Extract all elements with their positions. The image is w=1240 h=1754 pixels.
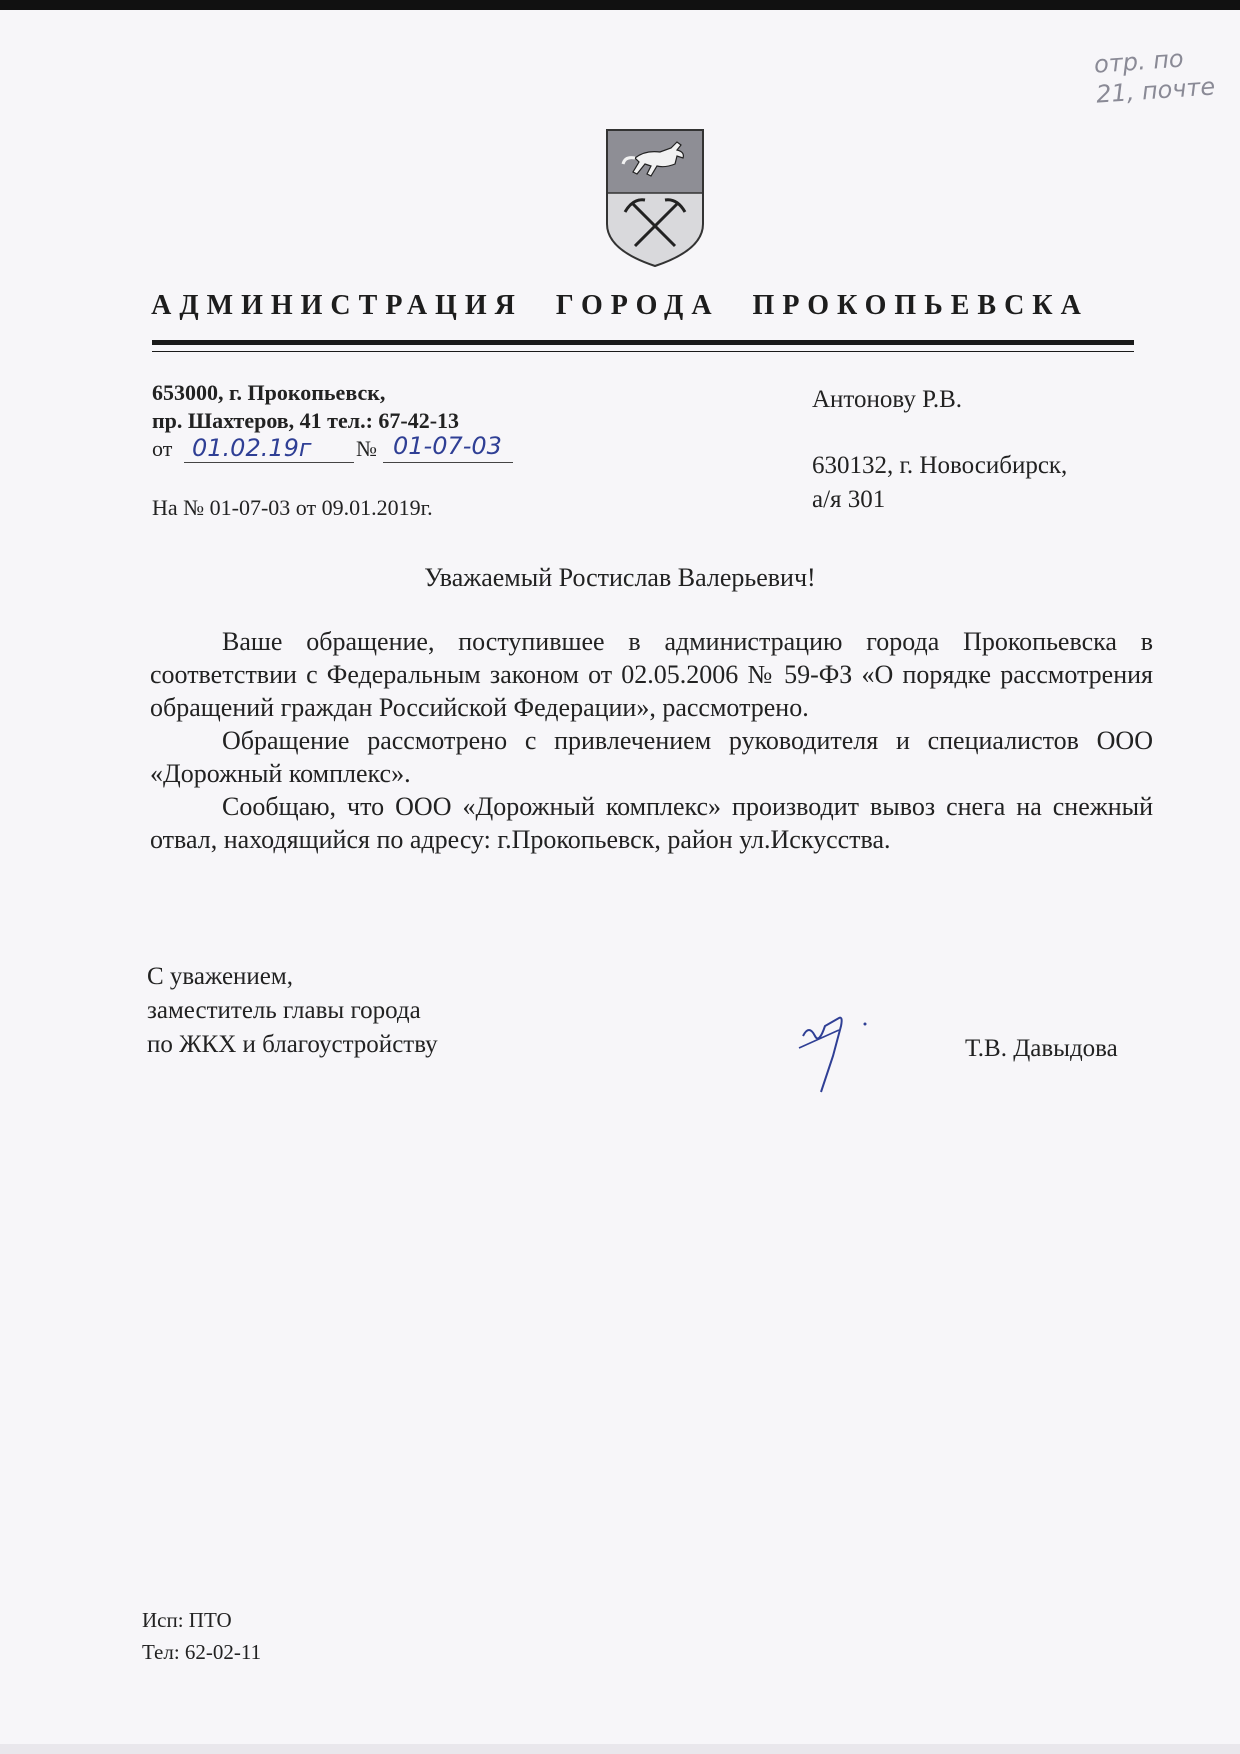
reference-line: На № 01-07-03 от 09.01.2019г. bbox=[152, 495, 433, 520]
body-paragraph: Обращение рассмотрено с привлечением руководителя и специалистов ООО «Дорожный комплекс». bbox=[150, 726, 1153, 788]
header-divider-thin bbox=[152, 351, 1134, 352]
recipient-address-line1: 630132, г. Новосибирск, bbox=[812, 452, 1068, 479]
closing-line1: С уважением, bbox=[147, 963, 293, 990]
closing-block bbox=[147, 960, 438, 1062]
handwritten-note-line1: отр. по bbox=[1093, 44, 1185, 79]
body-paragraph: Ваше обращение, поступившее в администрацию города Прокопьевска в соответствии с Федеральным законом от 02.05.2006 № 59-ФЗ «О порядке рассмотрения обращений граждан Российской Федерации», рассмотрено. bbox=[150, 627, 1153, 722]
letter-body bbox=[150, 625, 1153, 856]
greeting: Уважаемый Ростислав Валерьевич! bbox=[424, 563, 816, 592]
body-paragraph: Сообщаю, что ООО «Дорожный комплекс» производит вывоз снега на снежный отвал, находящийся по адресу: г.Прокопьевск, район ул.Искусства. bbox=[150, 792, 1153, 854]
number-handwritten: 01-07-03 bbox=[393, 432, 502, 460]
signer-name: Т.В. Давыдова bbox=[965, 1035, 1118, 1062]
city-coat-of-arms-icon bbox=[605, 128, 705, 268]
date-handwritten: 01.02.19г bbox=[192, 434, 312, 462]
date-field bbox=[184, 434, 354, 463]
recipient-address-line2: а/я 301 bbox=[812, 486, 886, 513]
organization-title: АДМИНИСТРАЦИЯ ГОРОДА ПРОКОПЬЕВСКА bbox=[151, 290, 1089, 321]
scan-top-edge bbox=[0, 0, 1240, 10]
recipient-name: Антонову Р.В. bbox=[812, 386, 963, 413]
number-field bbox=[383, 432, 513, 463]
handwritten-note-line2: 21, почте bbox=[1095, 72, 1217, 109]
closing-line3: по ЖКХ и благоустройству bbox=[147, 1031, 438, 1058]
number-label: № bbox=[356, 436, 377, 461]
date-label: от bbox=[152, 436, 173, 461]
sender-address-line1: 653000, г. Прокопьевск, bbox=[152, 380, 386, 405]
executor-line2: Тел: 62-02-11 bbox=[142, 1640, 262, 1664]
sender-address-line2: пр. Шахтеров, 41 тел.: 67-42-13 bbox=[152, 408, 460, 433]
header-divider bbox=[152, 340, 1134, 345]
handwritten-signature-icon bbox=[795, 996, 885, 1096]
handwritten-note bbox=[1093, 40, 1232, 109]
executor-line1: Исп: ПТО bbox=[142, 1608, 232, 1632]
closing-line2: заместитель главы города bbox=[147, 997, 421, 1024]
scan-bottom-edge bbox=[0, 1744, 1240, 1754]
